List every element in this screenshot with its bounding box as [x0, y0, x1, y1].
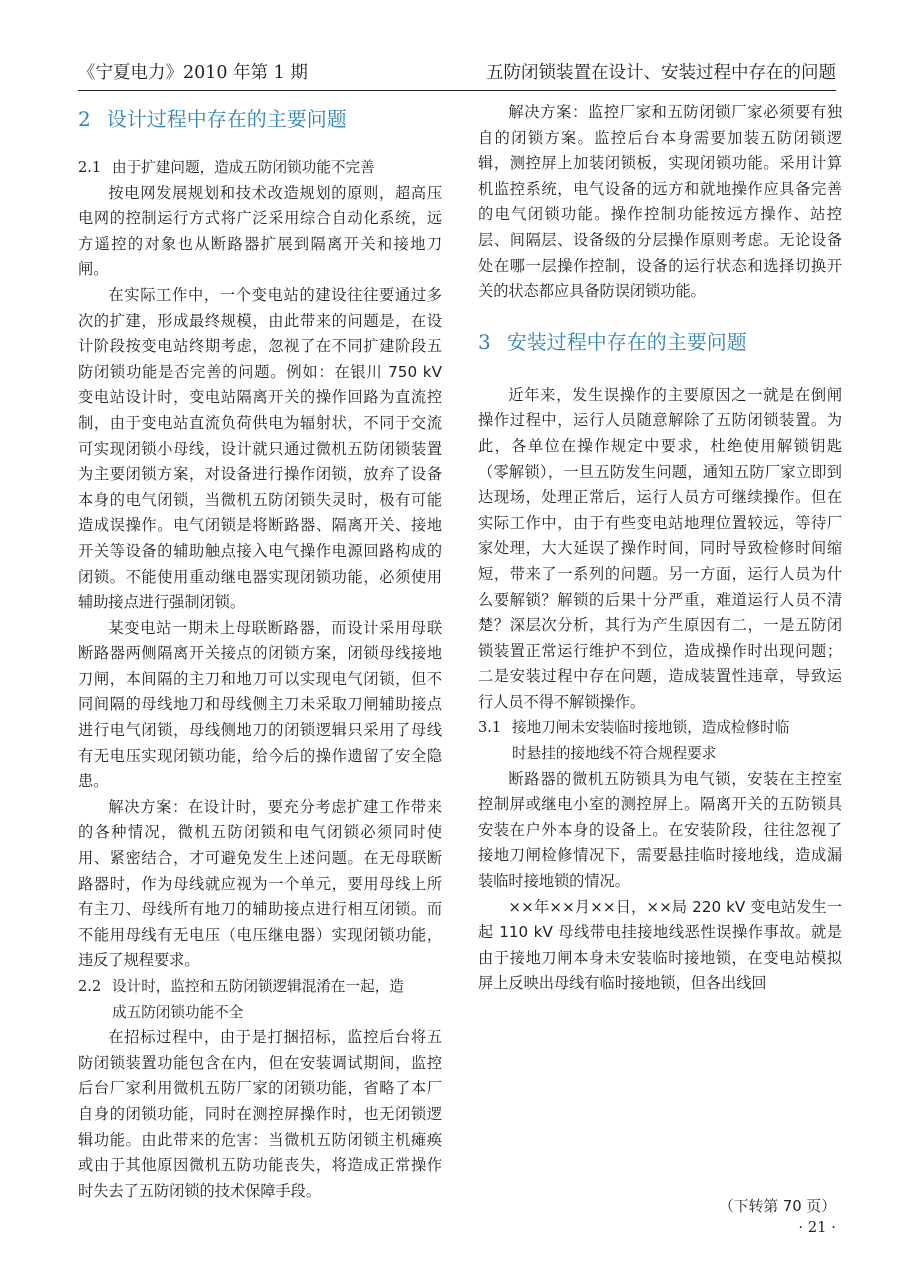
paragraph: 在招标过程中，由于是打捆招标，监控后台将五防闭锁装置功能包含在内，但在安装调试期间，监控后台厂家利用微机五防厂家的闭锁功能，省略了本厂自身的闭锁功能，同时在测控屏操作时，也无闭锁逻辑功能。由此带来的危害：当微机五防闭锁主机瘫痪或由于其他原因微机五防功能丧失，将造成正常操作时失去了五防闭锁的技术保障手段。 — [78, 1028, 442, 1200]
paragraph: 断路器的微机五防锁具为电气锁，安装在主控室控制屏或继电小室的测控屏上。隔离开关的五防锁具安装在户外本身的设备上。在安装阶段，往往忽视了接地刀闸检修情况下，需要悬挂临时接地线，造成漏装临时接地锁的情况。 — [478, 769, 842, 891]
subsection-2-2-heading — [78, 974, 442, 1025]
section-3-heading — [478, 327, 842, 357]
section-2-heading — [78, 104, 442, 134]
section-title: 安装过程中存在的主要问题 — [506, 329, 747, 354]
journal-name: 《宁夏电力》2010 年第 1 期 — [78, 63, 308, 83]
subsection-2-1-heading — [78, 155, 442, 181]
subsection-title: 由于扩建问题，造成五防闭锁功能不完善 — [112, 159, 375, 176]
subsection-title-line1: 接地刀闸未安装临时接地锁，造成检修时临 — [512, 719, 790, 737]
subsection-number: 3.1 — [478, 719, 502, 737]
page-number: · 21 · — [798, 1219, 836, 1236]
paragraph: 按电网发展规划和技术改造规划的原则，超高压电网的控制运行方式将广泛采用综合自动化系统，远方遥控的对象也从断路器扩展到隔离开关和接地刀闸。 — [78, 183, 442, 279]
paragraph: 某变电站一期未上母联断路器，而设计采用母联断路器两侧隔离开关接点的闭锁方案，闭锁母线接地刀闸，本间隔的主刀和地刀可以实现电气闭锁，但不同间隔的母线地刀和母线侧主刀未采取刀闸辅助接点进行电气闭锁，母线侧地刀的闭锁逻辑只采用了母线有无电压实现闭锁功能，给今后的操作遗留了安全隐患。 — [78, 618, 442, 791]
right-column — [478, 100, 842, 997]
section-number: 3 — [478, 329, 491, 354]
left-column — [78, 100, 442, 1204]
paragraph: 解决方案：在设计时，要充分考虑扩建工作带来的各种情况，微机五防闭锁和电气闭锁必须同时使用、紧密结合，才可避免发生上述问题。在无母联断路器时，作为母线就应视为一个单元，要用母线上所有主刀、母线所有地刀的辅助接点进行相互闭锁。而不能用母线有无电压（电压继电器）实现闭锁功能，违反了规程要求。 — [78, 797, 442, 970]
subsection-number: 2.2 — [78, 978, 102, 995]
subsection-title-line2: 成五防闭锁功能不全 — [112, 1003, 244, 1021]
section-title: 设计过程中存在的主要问题 — [106, 107, 347, 131]
section-number: 2 — [78, 107, 91, 131]
paragraph: 解决方案：监控厂家和五防闭锁厂家必须要有独自的闭锁方案。监控后台本身需要加装五防闭锁逻辑，测控屏上加装闭锁板，实现闭锁功能。采用计算机监控系统，电气设备的远方和就地操作应具备完善的电气闭锁功能。操作控制功能按远方操作、站控层、间隔层、设备级的分层操作原则考虑。无论设备处在哪一层操作控制，设备的运行状态和选择切换开关的状态都应具备防误闭锁功能。 — [478, 103, 842, 301]
subsection-number: 2.1 — [78, 159, 102, 176]
running-header — [78, 58, 836, 91]
article-title: 五防闭锁装置在设计、安装过程中存在的问题 — [486, 63, 836, 83]
continuation-note: （下转第 70 页） — [718, 1198, 836, 1215]
paragraph: ××年××月××日，××局 220 kV 变电站发生一起 110 kV 母线带电挂接地线恶性误操作事故。就是由于接地刀闸本身未安装临时接地锁，在变电站模拟屏上反映出母线有临时接地锁，但各出线回 — [478, 897, 842, 993]
subsection-title-line2: 时悬挂的接地线不符合规程要求 — [512, 745, 717, 763]
subsection-title-line1: 设计时，监控和五防闭锁逻辑混淆在一起，造 — [112, 978, 404, 995]
paragraph: 在实际工作中，一个变电站的建设往往要通过多次的扩建，形成最终规模，由此带来的问题是，在设计阶段按变电站终期考虑，忽视了在不同扩建阶段五防闭锁功能是否完善的问题。例如：在银川 750 kV 变电站设计时，变电站隔离开关的操作回路为直流控制，由于变电站直流负荷供电为辐射状，不同于交流可实现闭锁小母线，设计就只通过微机五防闭锁装置为主要闭锁方案，对设备进行操作闭锁，放弃了设备本身的电气闭锁，当微机五防闭锁失灵时，极有可能造成误操作。电气闭锁是将断路器、隔离开关、接地开关等设备的辅助触点接入电气操作电源回路构成的闭锁。不能使用重动继电器实现闭锁功能，必须使用辅助接点进行强制闭锁。 — [78, 285, 442, 612]
paragraph: 近年来，发生误操作的主要原因之一就是在倒闸操作过程中，运行人员随意解除了五防闭锁装置。为此，各单位在操作规定中要求，杜绝使用解锁钥匙（零解锁），一旦五防发生问题，通知五防厂家立即到达现场，处理正常后，运行人员方可继续操作。但在实际工作中，由于有些变电站地理位置较远，等待厂家处理，大大延误了操作时间，同时导致检修时间缩短，带来了一系列的问题。另一方面，运行人员为什么要解锁？解锁的后果十分严重，难道运行人员不清楚？深层次分析，其行为产生原因有二，一是五防闭锁装置正常运行维护不到位，造成操作时出现问题；二是安装过程中存在问题，造成装置性违章，导致运行人员不得不解锁操作。 — [478, 385, 842, 711]
subsection-3-1-heading — [478, 715, 842, 766]
